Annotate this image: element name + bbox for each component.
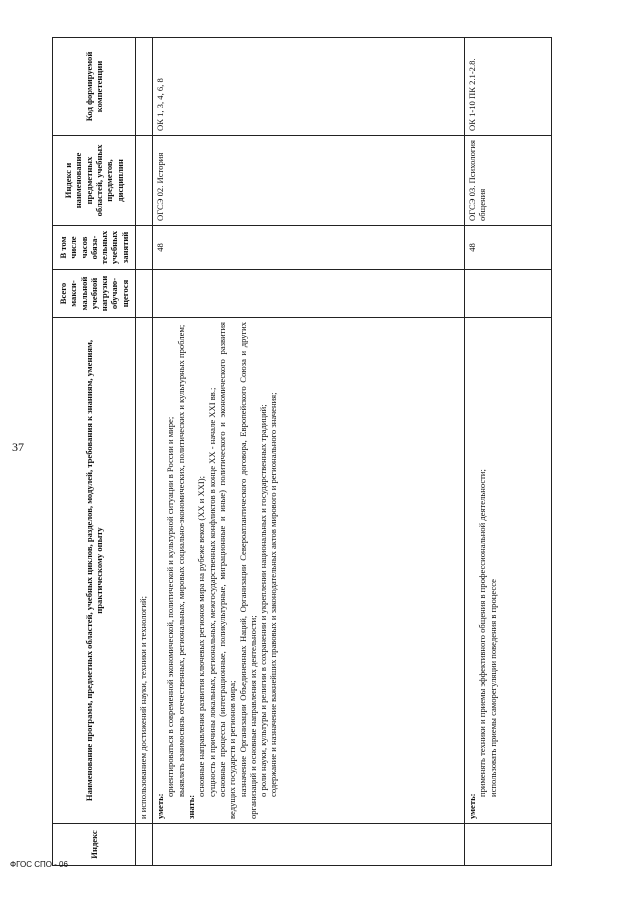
row-requirements xyxy=(153,318,465,824)
page-number: 37 xyxy=(12,440,24,454)
footer-mark: ФГОС СПО - 06 xyxy=(10,860,68,869)
requirement-line: основные направления развития ключевых регионов мира на рубеже веков (XX и XXI); xyxy=(196,475,207,797)
requirement-line: знать: xyxy=(185,794,196,819)
rotated-table-sheet xyxy=(52,38,552,866)
requirement-line: основные процессы (интеграционные, поликультурные, миграционные и иные) политического и экономического развития ведущих государств и регионов мира; xyxy=(216,322,238,819)
cont-index xyxy=(136,824,153,866)
row-requirements xyxy=(464,318,551,824)
requirement-line: уметь: xyxy=(466,793,477,819)
row-competence: ОК 1, 3, 4, 6, 8 xyxy=(153,38,465,136)
row-max-load xyxy=(153,270,465,318)
row-discipline: ОГСЭ 02. История xyxy=(153,136,465,226)
row-included-hours: 48 xyxy=(464,226,551,270)
row-included-hours: 48 xyxy=(153,226,465,270)
header-index: Индекс xyxy=(53,824,136,866)
requirement-line: ориентироваться в современной экономической, политической и культурной ситуации в России и мире; xyxy=(165,416,176,797)
row-max-load xyxy=(464,270,551,318)
header-discipline: Индекс и наименование предметных областей, учебных предметов, дисциплин xyxy=(53,136,136,226)
header-included-hours: В том числе часов обяза-тельных учебных занятий xyxy=(53,226,136,270)
requirement-line: использовать приемы саморегуляции поведения в процессе xyxy=(487,579,498,797)
continuation-row xyxy=(136,38,153,866)
header-max-load: Всего макси-мальной учебной нагрузки обучаю-щегося xyxy=(53,270,136,318)
continuation-text: и использованием достижений науки, техники и технологий; xyxy=(136,318,153,824)
row-competence: ОК 1-10 ПК 2.1-2.8. xyxy=(464,38,551,136)
table-row xyxy=(464,38,551,866)
requirement-line: сущность и причины локальных, региональных, межгосударственных конфликтов в конце XX - начале XXI вв.; xyxy=(206,387,217,797)
row-discipline: ОГСЭ 03. Психология общения xyxy=(464,136,551,226)
curriculum-table xyxy=(52,37,552,866)
table-row xyxy=(153,38,465,866)
requirement-line: уметь: xyxy=(155,793,165,819)
header-competence: Код формируемой компетенции xyxy=(53,38,136,136)
table-header-row xyxy=(53,38,136,866)
requirement-line: содержание и назначение важнейших правовых и законодательных актов мирового и регионального значения; xyxy=(268,392,279,797)
requirement-line: применять техники и приемы эффективного общения в профессиональной деятельности; xyxy=(477,469,488,797)
header-name: Наименование программ, предметных областей, учебных циклов, разделов, модулей, требования к знаниям, умениям, практическому опыту xyxy=(53,318,136,824)
requirement-line: назначение Организации Объединенных Наций, Организации Североатлантического договора, Европейского Союза и других организаций и основные направления их деятельности; xyxy=(237,322,258,819)
requirement-line: выявлять взаимосвязь отечественных, региональных, мировых социально-экономических, политических и культурных проблем; xyxy=(175,324,186,797)
row-index xyxy=(153,824,465,866)
requirement-line: о роли науки, культуры и религии в сохранении и укреплении национальных и государственных традиций; xyxy=(258,404,269,797)
row-index xyxy=(464,824,551,866)
